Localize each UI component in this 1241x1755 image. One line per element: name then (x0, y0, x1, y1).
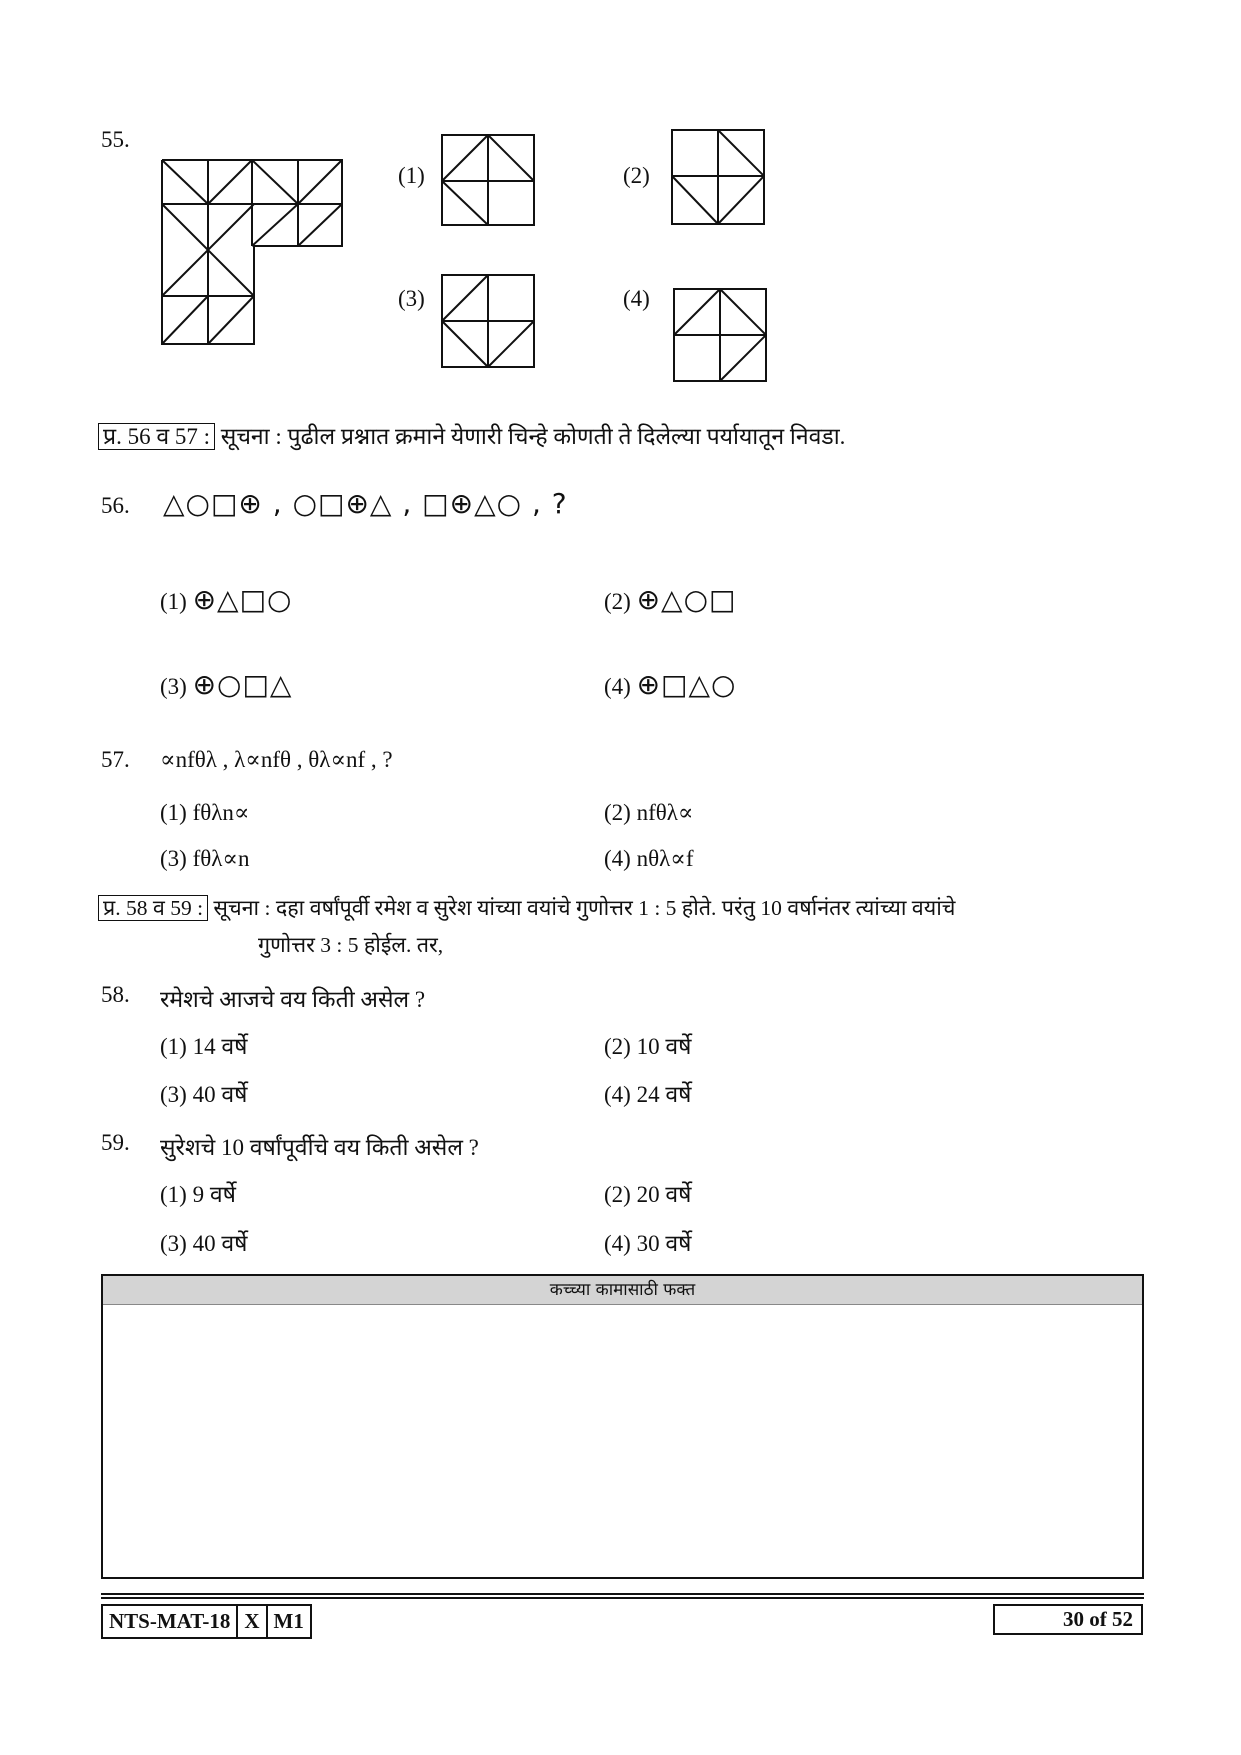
q57-option-2-label: (2) (604, 800, 631, 825)
q56-option-3-label: (3) (160, 674, 187, 699)
q57-option-4 (604, 846, 693, 872)
q59-option-3-label: (3) (160, 1231, 187, 1256)
paper-code: NTS-MAT-18 (109, 1609, 231, 1633)
rough-work-area (101, 1274, 1144, 1579)
q58-option-4 (604, 1077, 691, 1109)
rough-work-heading: कच्च्या कामासाठी फक्त (103, 1276, 1142, 1305)
q59-option-2-label: (2) (604, 1182, 631, 1207)
q59-option-4-label: (4) (604, 1231, 631, 1256)
q59-option-3 (160, 1226, 247, 1258)
q57-option-2-value: nfθλ∝ (636, 800, 694, 825)
q56-option-4 (604, 668, 736, 701)
footer-rule-bottom (101, 1597, 1144, 1599)
q59-option-3-value: 40 वर्षे (192, 1231, 248, 1256)
q55-option-3-label: (3) (398, 286, 425, 311)
q56-option-2 (604, 583, 736, 616)
note-58-59-line2: गुणोत्तर 3 : 5 होईल. तर, (258, 933, 444, 957)
q58-option-3 (160, 1077, 247, 1109)
q56-option-2-label: (2) (604, 589, 631, 614)
q55-option-4-figure (672, 287, 772, 387)
q58-option-1 (160, 1029, 247, 1061)
q59-option-1-value: 9 वर्षे (192, 1182, 236, 1207)
q59-option-2 (604, 1177, 691, 1209)
paper-medium: M1 (266, 1606, 310, 1637)
q57-option-2 (604, 800, 693, 826)
note-56-57-text: सूचना : पुढील प्रश्नात क्रमाने येणारी चिन्हे कोणती ते दिलेल्या पर्यायातून निवडा. (220, 424, 846, 449)
q56-option-2-value: ⊕△○□ (636, 583, 737, 616)
q56-option-1-value: ⊕△□○ (192, 583, 293, 616)
q57-option-1-label: (1) (160, 800, 187, 825)
q57-option-3-label: (3) (160, 846, 187, 871)
q56-option-4-value: ⊕□△○ (636, 668, 737, 701)
q58-option-1-label: (1) (160, 1034, 187, 1059)
q56-option-1 (160, 583, 292, 616)
q55-question-figure (150, 158, 390, 368)
q57-option-4-label: (4) (604, 846, 631, 871)
q58-option-4-value: 24 वर्षे (636, 1082, 692, 1107)
footer-rule-top (101, 1593, 1144, 1595)
q59-text: सुरेशचे 10 वर्षांपूर्वीचे वय किती असेल ? (160, 1135, 479, 1160)
q58-option-1-value: 14 वर्षे (192, 1034, 248, 1059)
q57-option-4-value: nθλ∝f (636, 846, 694, 871)
q59-option-4 (604, 1226, 691, 1258)
paper-code-box (101, 1604, 312, 1639)
q59-number: 59. (101, 1130, 130, 1155)
q59-option-1-label: (1) (160, 1182, 187, 1207)
q55-option-2-figure (670, 128, 770, 228)
q58-option-2-label: (2) (604, 1034, 631, 1059)
q57-option-3 (160, 846, 249, 872)
note-58-59-tag: प्र. 58 व 59 : (98, 895, 208, 921)
q59-option-4-value: 30 वर्षे (636, 1231, 692, 1256)
q58-number: 58. (101, 982, 130, 1007)
note-58-59-line1: सूचना : दहा वर्षांपूर्वी रमेश व सुरेश यांच्या वयांचे गुणोत्तर 1 : 5 होते. परंतु 10 वर्षानंतर त्यांच्या वयांचे (213, 896, 956, 920)
q56-number: 56. (101, 493, 130, 518)
q57-option-1-value: fθλn∝ (192, 800, 250, 825)
q56-option-3-value: ⊕○□△ (192, 668, 293, 701)
q56-sequence: △○□⊕ , ○□⊕△ , □⊕△○ , ? (163, 487, 568, 520)
q57-option-3-value: fθλ∝n (192, 846, 250, 871)
q58-text: रमेशचे आजचे वय किती असेल ? (160, 987, 426, 1012)
q58-option-2-value: 10 वर्षे (636, 1034, 692, 1059)
q59-option-2-value: 20 वर्षे (636, 1182, 692, 1207)
note-56-57-tag: प्र. 56 व 57 : (98, 423, 215, 450)
q58-option-2 (604, 1029, 691, 1061)
q57-number: 57. (101, 747, 130, 772)
q56-option-1-label: (1) (160, 589, 187, 614)
q57-sequence: ∝nfθλ , λ∝nfθ , θλ∝nf , ? (160, 747, 393, 772)
q55-number: 55. (101, 127, 130, 152)
page-number: 30 of 52 (993, 1604, 1143, 1635)
q58-option-3-label: (3) (160, 1082, 187, 1107)
q59-option-1 (160, 1177, 236, 1209)
q56-option-3 (160, 668, 292, 701)
q55-option-2-label: (2) (623, 163, 650, 188)
q55-option-1-figure (440, 133, 540, 233)
q57-option-1 (160, 800, 249, 826)
q58-option-4-label: (4) (604, 1082, 631, 1107)
q55-option-1-label: (1) (398, 163, 425, 188)
q55-option-3-figure (440, 273, 540, 373)
q58-option-3-value: 40 वर्षे (192, 1082, 248, 1107)
q56-option-4-label: (4) (604, 674, 631, 699)
paper-standard: X (236, 1606, 265, 1637)
q55-option-4-label: (4) (623, 286, 650, 311)
